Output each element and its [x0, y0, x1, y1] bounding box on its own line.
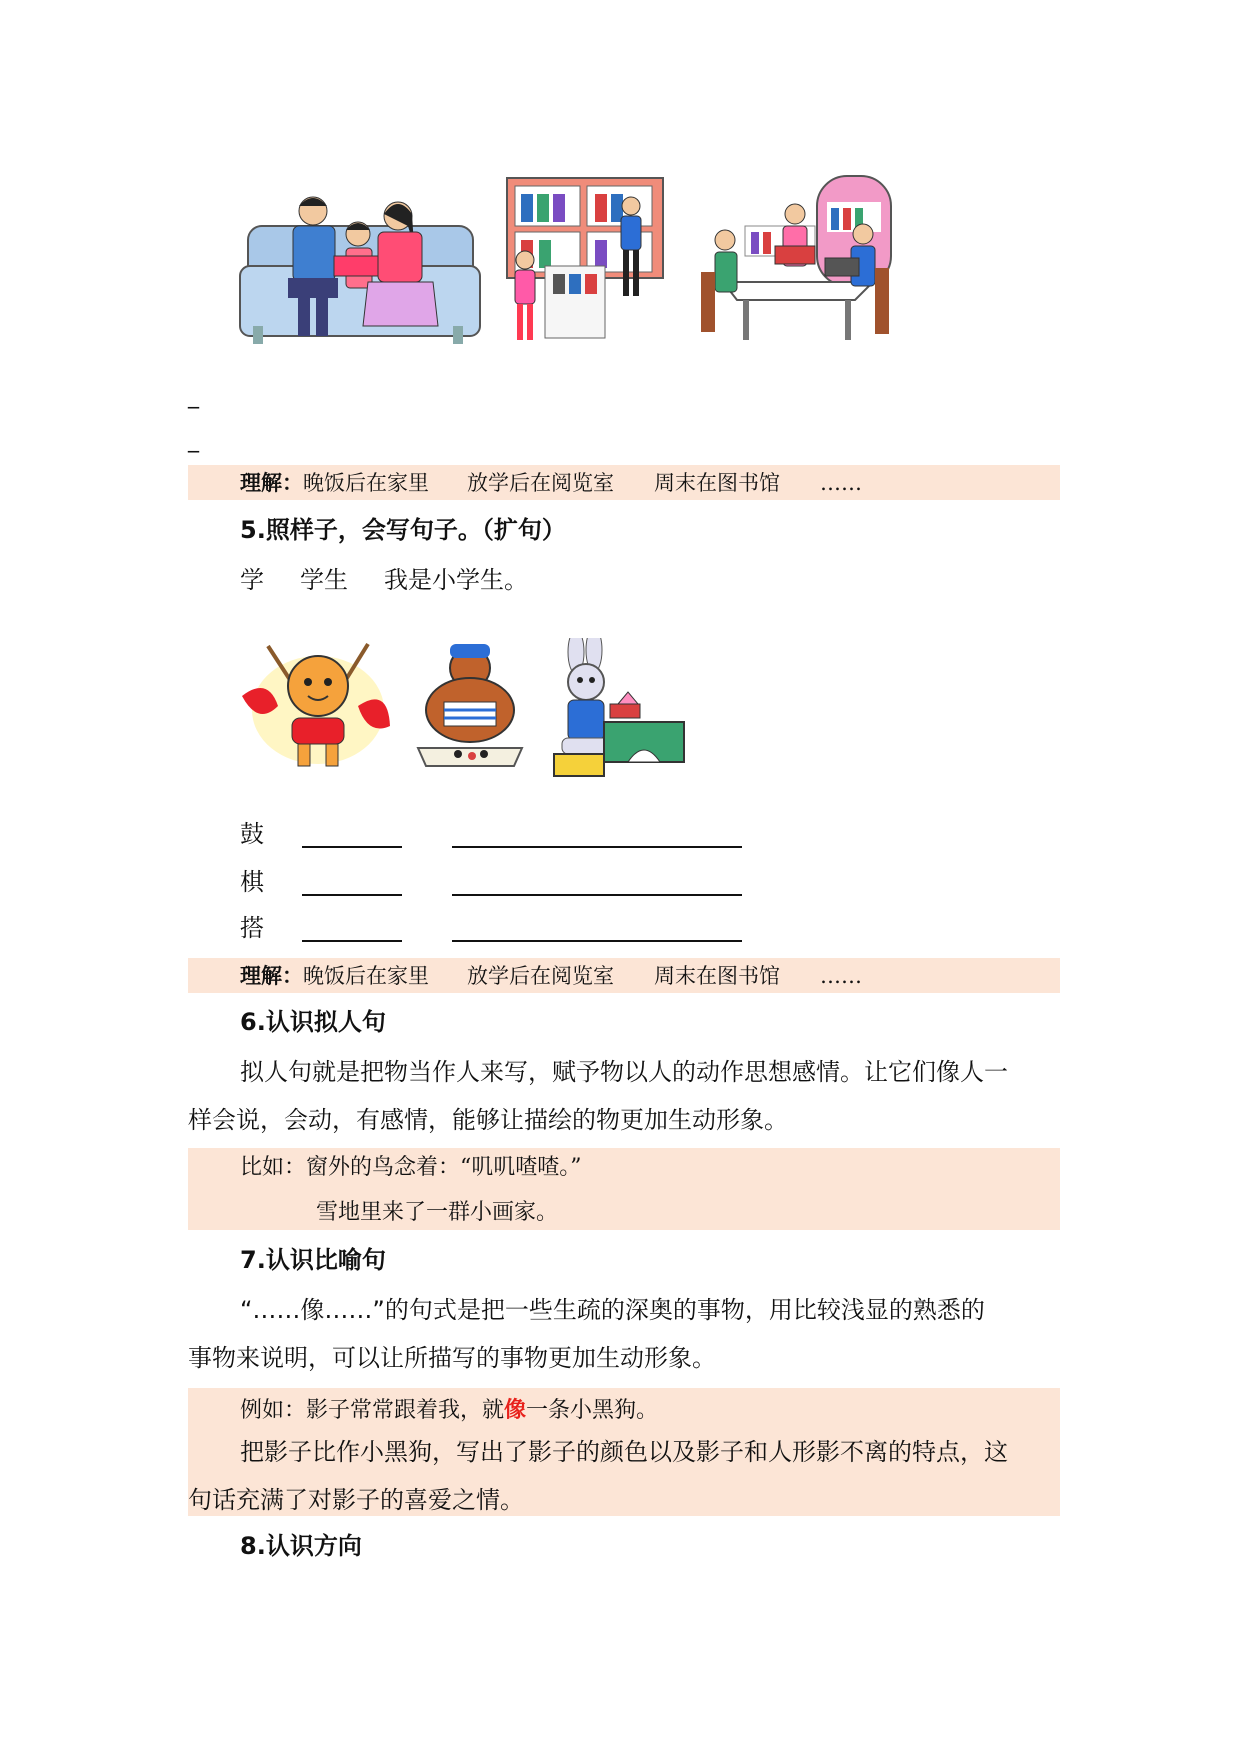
explain-line: 把影子比作小黑狗，写出了影子的颜色以及影子和人形影不离的特点，这	[240, 1438, 1008, 1466]
note-item: 周末在图书馆	[654, 964, 780, 988]
paragraph-line: 拟人句就是把物当作人来写，赋予物以人的动作思想感情。让它们像人一	[240, 1058, 1008, 1086]
short-blank[interactable]	[302, 940, 402, 942]
long-blank[interactable]	[452, 846, 742, 848]
note-prefix: 理解：	[240, 470, 303, 495]
section-5-title: 5.照样子，会写句子。（扩句）	[240, 516, 566, 544]
tiger-drum-illustration	[238, 636, 396, 774]
paragraph-line: 样会说，会动，有感情，能够让描绘的物更加生动形象。	[188, 1106, 788, 1134]
note-item: 晚饭后在家里	[303, 964, 429, 988]
row-char: 棋	[240, 868, 264, 896]
section-6-title: 6.认识拟人句	[240, 1008, 386, 1036]
long-blank[interactable]	[452, 940, 742, 942]
paragraph-line: 事物来说明，可以让所描写的事物更加生动形象。	[188, 1344, 716, 1372]
short-blank[interactable]	[302, 846, 402, 848]
note-line	[240, 465, 862, 501]
row-char: 搭	[240, 914, 264, 942]
paragraph-line: “……像……”的句式是把一些生疏的深奥的事物，用比较浅显的熟悉的	[240, 1296, 985, 1324]
library-shelf-illustration	[505, 174, 665, 348]
short-blank[interactable]	[302, 894, 402, 896]
rabbit-blocks-illustration	[548, 638, 688, 782]
note-item: 放学后在阅览室	[467, 471, 614, 495]
bear-chess-illustration	[408, 640, 532, 774]
explain-line: 句话充满了对影子的喜爱之情。	[188, 1486, 524, 1514]
note-item: 周末在图书馆	[654, 471, 780, 495]
highlight-word: 像	[504, 1397, 527, 1423]
example-char: 学	[240, 566, 264, 594]
example-label: 比如：	[240, 1155, 307, 1180]
stray-mark: _	[188, 384, 199, 409]
note-line	[240, 958, 862, 994]
example-label: 例如：	[240, 1398, 307, 1423]
example-line	[240, 1388, 658, 1433]
stray-mark: _	[188, 428, 199, 453]
note-item: ……	[820, 471, 862, 495]
example-line: 雪地里来了一群小画家。	[316, 1200, 559, 1225]
example-word: 学生	[300, 566, 348, 594]
example-sentence: 我是小学生。	[384, 566, 528, 594]
note-item: ……	[820, 964, 862, 988]
row-char: 鼓	[240, 820, 264, 848]
example-text: 一条小黑狗。	[526, 1398, 659, 1423]
note-prefix: 理解：	[240, 963, 303, 988]
note-item: 晚饭后在家里	[303, 471, 429, 495]
section-8-title: 8.认识方向	[240, 1532, 362, 1560]
example-line	[240, 1148, 582, 1188]
note-item: 放学后在阅览室	[467, 964, 614, 988]
long-blank[interactable]	[452, 894, 742, 896]
section-7-title: 7.认识比喻句	[240, 1246, 386, 1274]
example-text: 影子常常跟着我，就	[306, 1398, 505, 1423]
example-text: 窗外的鸟念着：“叽叽喳喳。”	[306, 1155, 582, 1180]
family-reading-illustration	[238, 186, 482, 348]
reading-room-illustration	[695, 172, 895, 348]
example-line	[240, 556, 528, 604]
